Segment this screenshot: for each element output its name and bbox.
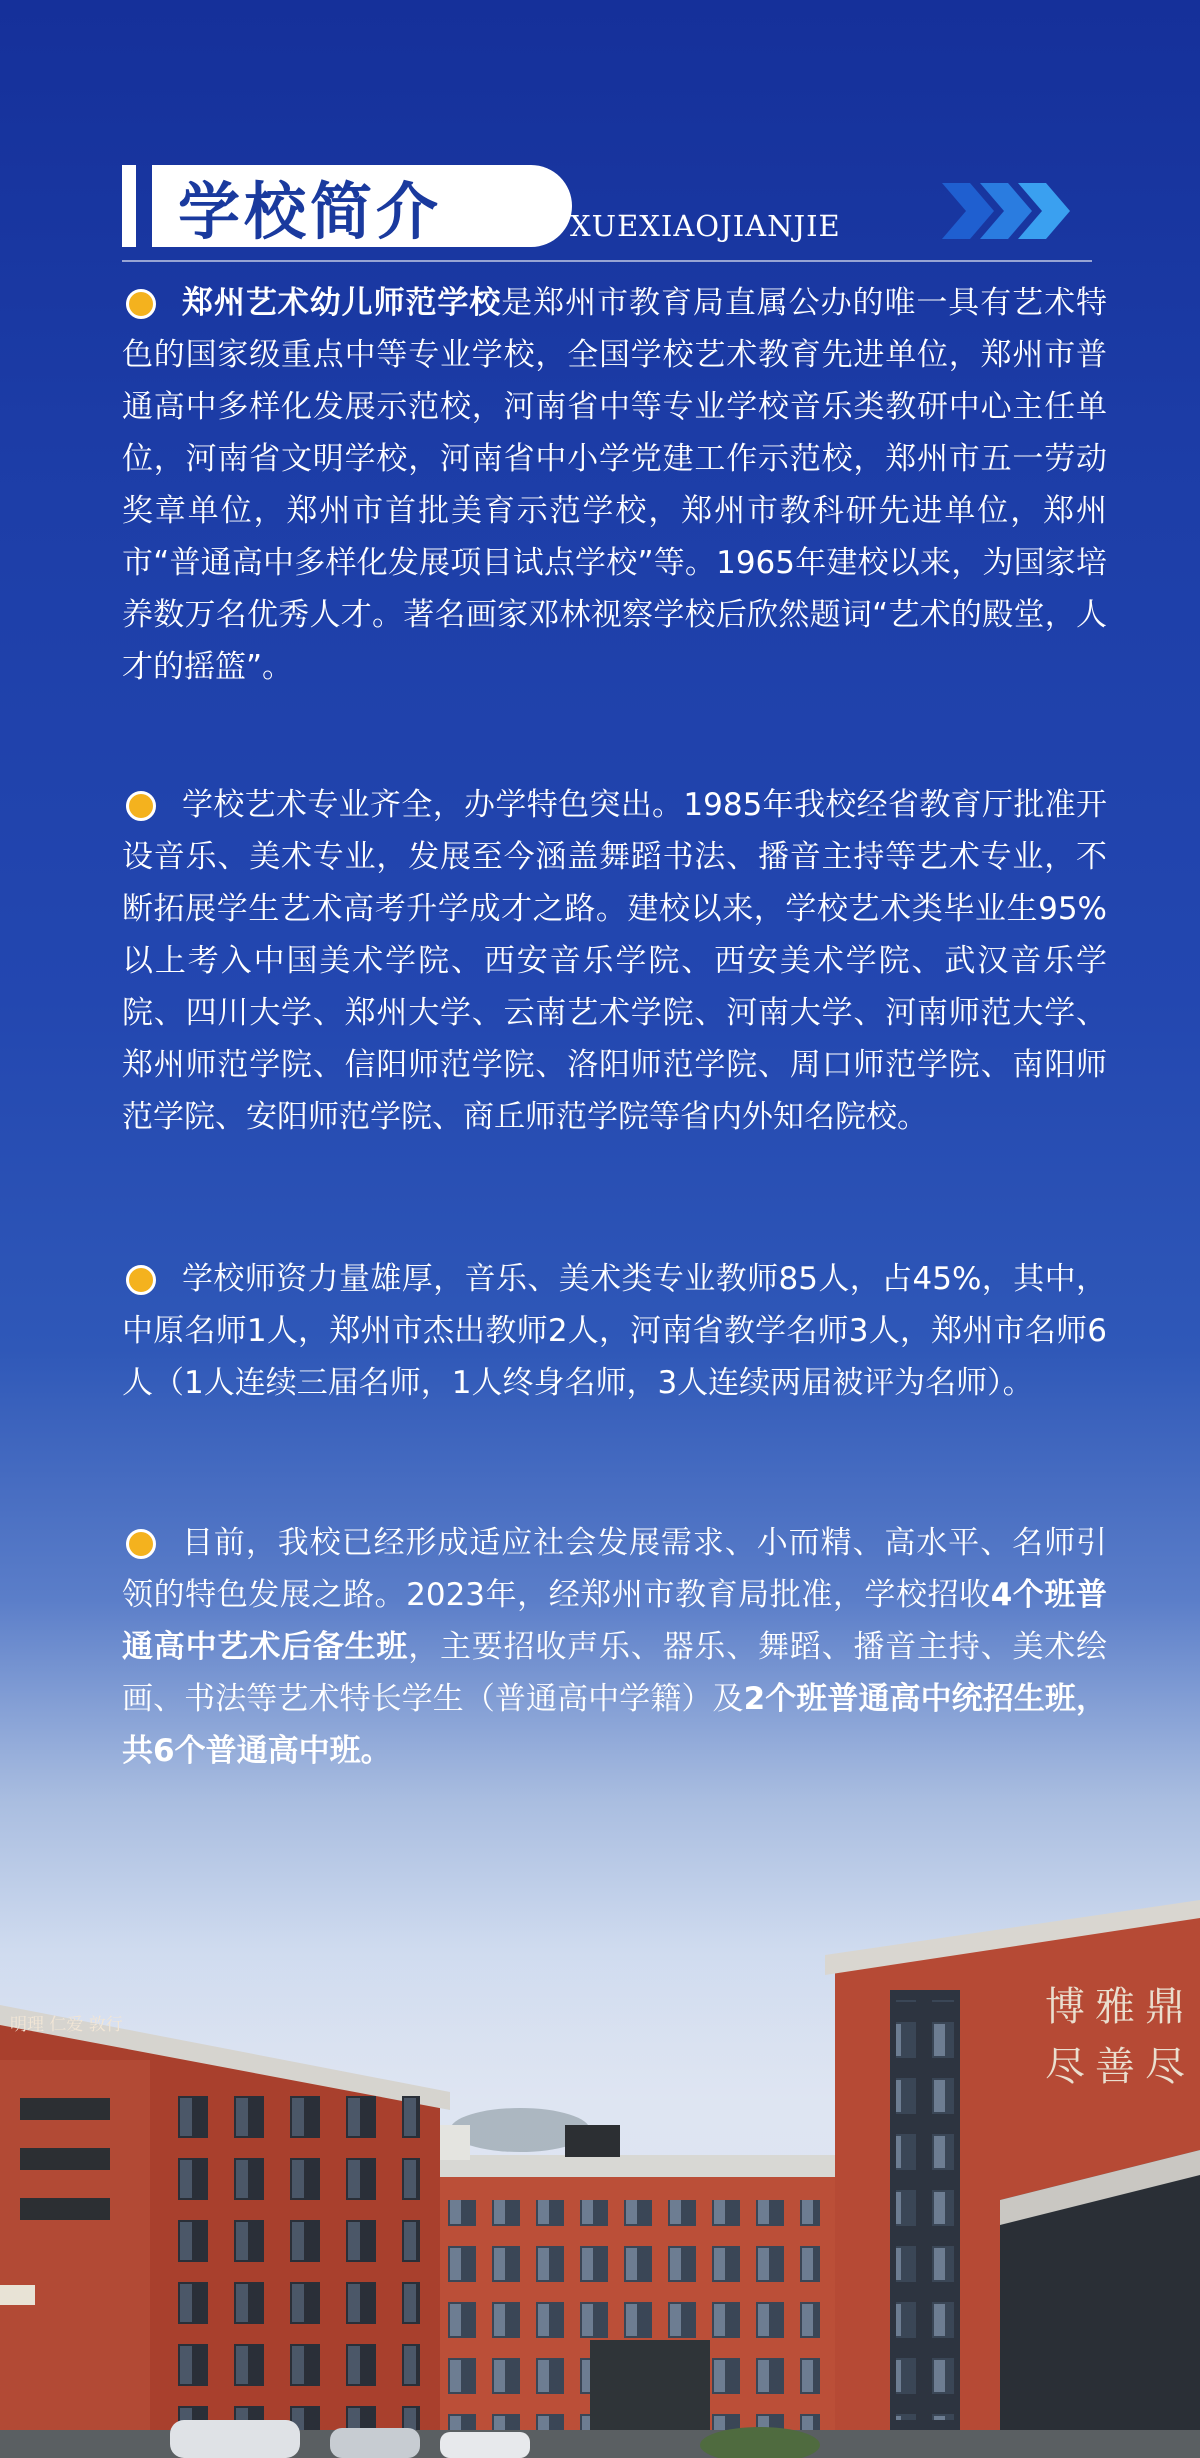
- left-building-sign: 明理 仁爱 敦行: [10, 2015, 123, 2035]
- right-building-sign-2: 尽善尽: [1045, 2044, 1195, 2090]
- campus-building-photo: [0, 1900, 1200, 2458]
- paragraph-4-text-a: 目前，我校已经形成适应社会发展需求、小而精、高水平、名师引领的特色发展之路。2023年，经郑州市教育局批准，学校招收: [122, 1525, 1107, 1613]
- intro-paragraph-1: [122, 277, 1107, 693]
- intro-paragraph-2: [122, 779, 1107, 1143]
- header-accent-bar: [122, 165, 136, 247]
- page-title: 学校简介: [178, 174, 443, 248]
- school-name: 郑州艺术幼儿师范学校: [182, 285, 502, 321]
- page-title-pinyin: XUEXIAOJIANJIE: [570, 209, 841, 243]
- paragraph-4-text-b: ，主要招收声乐、器乐、舞蹈、播音主持、美术绘画、书法等艺术特长学生（普通高中学籍）及: [122, 1629, 1108, 1717]
- right-building: [825, 1900, 1200, 2458]
- intro-paragraph-3: [122, 1253, 1107, 1409]
- paragraph-2-text: 学校艺术专业齐全，办学特色突出。1985年我校经省教育厅批准开设音乐、美术专业，发展至今涵盖舞蹈书法、播音主持等艺术专业，不断拓展学生艺术高考升学成才之路。建校以来，学校艺术类毕业生95%以上考入中国美术学院、西安音乐学院、西安美术学院、武汉音乐学院、四川大学、郑州大学、云南艺术学院、河南大学、河南师范大学、郑州师范学院、信阳师范学院、洛阳师范学院、周口师范学院、南阳师范学院、安阳师范学院、商丘师范学院等省内外知名院校。: [122, 787, 1107, 1135]
- paragraph-3-text: 学校师资力量雄厚，音乐、美术类专业教师85人，占45%，其中，中原名师1人，郑州市杰出教师2人，河南省教学名师3人，郑州市名师6人（1人连续三届名师，1人终身名师，3人连续两届被评为名师）。: [122, 1261, 1107, 1401]
- paragraph-4-bold-b: 2个班普通高中统招生班，共6个普通高中班。: [122, 1681, 1107, 1769]
- chevrons-right-icon: [942, 183, 1092, 239]
- middle-building: [400, 2125, 850, 2458]
- intro-paragraph-4: [122, 1517, 1107, 1777]
- section-header: [122, 165, 1092, 265]
- right-building-sign-1: 博雅鼎: [1045, 1984, 1195, 2030]
- paragraph-1-text: 是郑州市教育局直属公办的唯一具有艺术特色的国家级重点中等专业学校，全国学校艺术教育先进单位，郑州市普通高中多样化发展示范校，河南省中等专业学校音乐类教研中心主任单位，河南省文明学校，河南省中小学党建工作示范校，郑州市五一劳动奖章单位，郑州市首批美育示范学校，郑州市教科研先进单位，郑州市“普通高中多样化发展项目试点学校”等。1965年建校以来，为国家培养数万名优秀人才。著名画家邓林视察学校后欣然题词“艺术的殿堂，人才的摇篮”。: [122, 285, 1108, 685]
- header-underline: [122, 260, 1092, 262]
- header-title-tab: [152, 165, 572, 247]
- paragraph-4-bold-a: 4个班普通高中艺术后备生班: [122, 1577, 1107, 1665]
